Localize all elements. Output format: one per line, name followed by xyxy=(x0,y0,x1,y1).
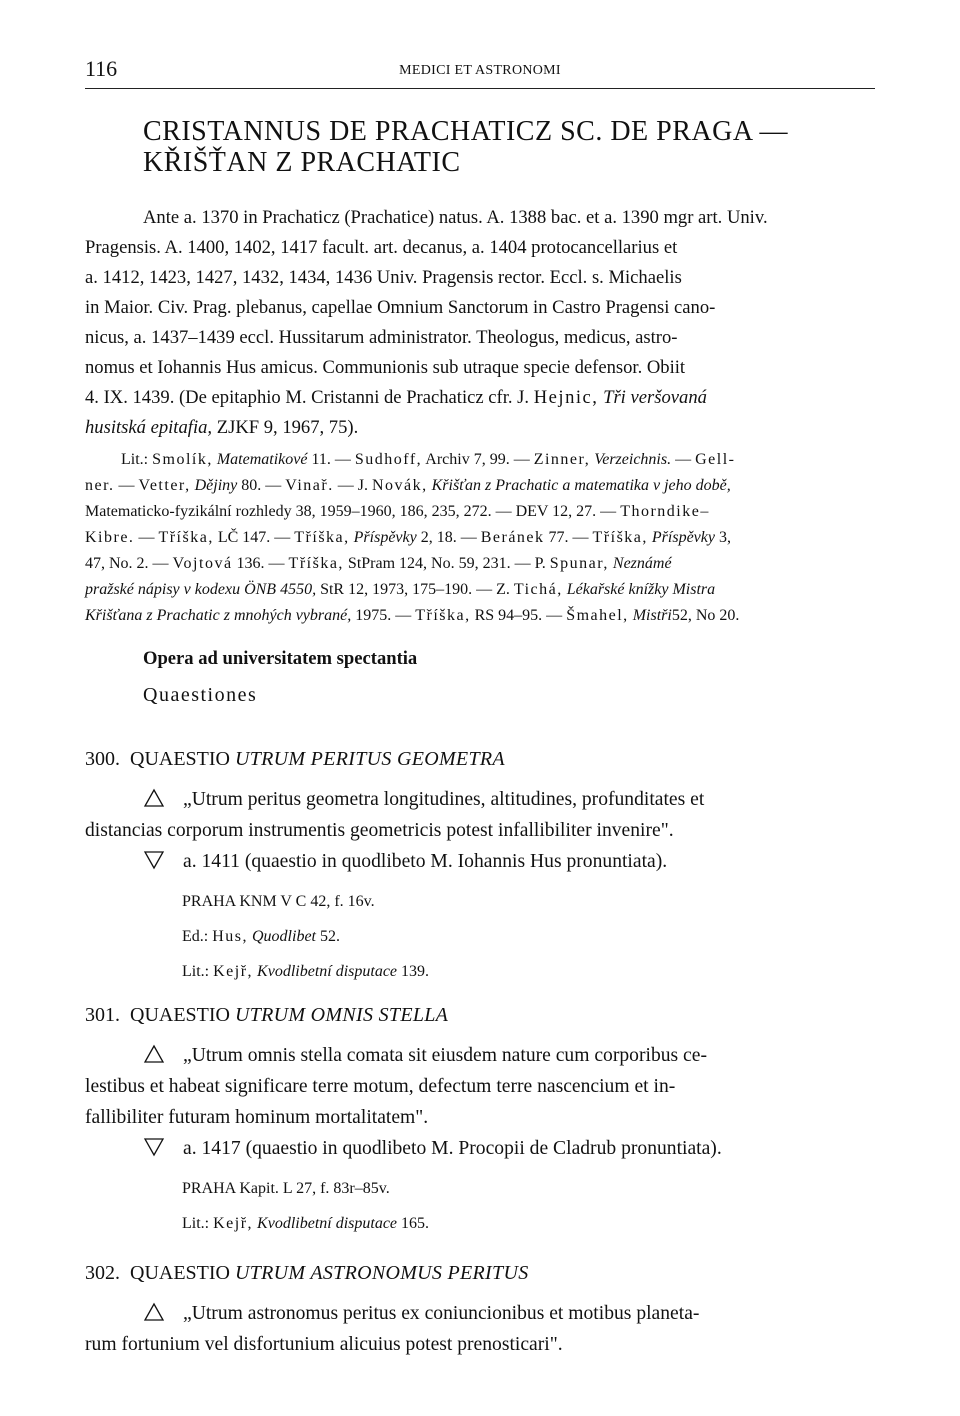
lit-text: 47, No. 2. — xyxy=(85,555,169,572)
incipit-line: distancias corporum instrumentis geometricis potest infallibiliter invenire". xyxy=(85,820,674,841)
lit-text: 139. xyxy=(401,963,430,980)
author-name: Tříška, xyxy=(415,607,471,624)
lit-text: — J. xyxy=(337,477,368,494)
incipit-text: „Utrum omnis stella comata sit eiusdem nature cum corporibus ce- xyxy=(183,1045,707,1066)
author-name: Tříška, xyxy=(592,529,648,546)
incipit-line: fallibiliter futuram hominum mortalitatem". xyxy=(85,1107,429,1128)
work-title: husitská epitafia, xyxy=(85,417,213,438)
author-name: Smolík, xyxy=(152,451,213,468)
biography xyxy=(85,203,880,443)
entry-301 xyxy=(85,1000,880,1248)
author-name: Hus, xyxy=(212,928,248,945)
lit-text: 1975. — xyxy=(355,607,412,624)
entry-notes xyxy=(182,1178,880,1235)
author-name: Thorndike– xyxy=(620,503,710,520)
work-title: Kvodlibetní disputace xyxy=(257,963,398,980)
author-name: Tříška, xyxy=(288,555,344,572)
entry-title xyxy=(85,1000,880,1030)
literature-note xyxy=(182,1213,880,1235)
literature xyxy=(85,447,880,629)
work-title: Quodlibet xyxy=(252,928,316,945)
manuscript: PRAHA Kapit. L 27, f. 83r–85v. xyxy=(182,1180,390,1197)
work-title: Dějiny xyxy=(194,477,238,494)
entry-302 xyxy=(85,1258,880,1360)
author-heading-line-2: KŘIŠŤAN Z PRACHATIC xyxy=(143,147,461,178)
entry-title-italic: UTRUM ASTRONOMUS PERITUS xyxy=(235,1262,529,1284)
entry-title xyxy=(85,1258,880,1288)
section-heading: Opera ad universitatem spectantia xyxy=(143,648,418,669)
work-title: Verzeichnis. xyxy=(594,451,672,468)
lit-line xyxy=(121,447,880,473)
work-title: Příspěvky xyxy=(651,529,715,546)
triangle-up-icon xyxy=(143,1040,183,1071)
entry-notes xyxy=(182,891,880,983)
entry-300 xyxy=(85,744,880,996)
subsection-heading: Quaestiones xyxy=(143,684,258,706)
bio-text: ZJKF 9, 1967, 75). xyxy=(216,417,359,438)
triangle-up-icon xyxy=(143,1298,183,1329)
lit-text: 165. xyxy=(401,1215,430,1232)
bio-line: Pragensis. A. 1400, 1402, 1417 facult. art. decanus, a. 1404 protocancellarius et xyxy=(85,237,678,258)
work-title: Lékařské knížky Mistra xyxy=(566,581,716,598)
author-name: ner. xyxy=(85,477,115,494)
triangle-down-icon xyxy=(143,846,183,877)
lit-text: RS 94–95. — xyxy=(474,607,563,624)
triangle-up-icon xyxy=(143,784,183,815)
author-name: Gell- xyxy=(695,451,736,468)
lit-text: StPram 124, No. 59, 231. — P. xyxy=(347,555,546,572)
entry-title-italic: UTRUM OMNIS STELLA xyxy=(235,1004,449,1026)
bio-line: nicus, a. 1437–1439 eccl. Hussitarum administrator. Theologus, medicus, astro- xyxy=(85,327,678,348)
header-rule xyxy=(85,88,875,89)
lit-text: 136. — xyxy=(236,555,285,572)
lit-text: LČ 147. — xyxy=(217,529,291,546)
entry-number: 301. xyxy=(85,1004,120,1026)
bio-line: Ante a. 1370 in Prachaticz (Prachatice) natus. A. 1388 bac. et a. 1390 mgr art. Univ. xyxy=(143,207,768,228)
author-name: Novák, xyxy=(371,477,428,494)
author-name: Kibre. xyxy=(85,529,135,546)
literature-note xyxy=(182,961,880,983)
entry-number: 302. xyxy=(85,1262,120,1284)
author-name: Sudhoff, xyxy=(354,451,423,468)
lit-text: — xyxy=(138,529,155,546)
lit-line xyxy=(85,577,880,603)
date-line xyxy=(143,846,880,877)
lit-line xyxy=(85,473,880,499)
manuscript: PRAHA KNM V C 42, f. 16v. xyxy=(182,893,375,910)
lit-text: 3, xyxy=(718,529,731,546)
incipit-text: „Utrum peritus geometra longitudines, altitudines, profunditates et xyxy=(183,789,705,810)
incipit-line xyxy=(143,1298,880,1329)
date-text: a. 1417 (quaestio in quodlibeto M. Procopii de Cladrub pronuntiata). xyxy=(183,1138,722,1159)
bio-line xyxy=(85,413,880,443)
triangle-down-icon xyxy=(143,1133,183,1164)
work-title: Kvodlibetní disputace xyxy=(257,1215,398,1232)
lit-label: Lit.: xyxy=(121,451,149,468)
author-name: Tichá, xyxy=(513,581,563,598)
author-name: Zinner, xyxy=(533,451,591,468)
edition-text: 52. xyxy=(320,928,340,945)
work-title: Křišťana z Prachatic z mnohých vybrané, xyxy=(85,607,352,624)
lit-text: Archiv 7, 99. — xyxy=(425,451,530,468)
entry-title-italic: UTRUM PERITUS GEOMETRA xyxy=(235,748,505,770)
work-title: Tři veršovaná xyxy=(603,387,707,408)
bio-line: a. 1412, 1423, 1427, 1432, 1434, 1436 Univ. Pragensis rector. Eccl. s. Michaelis xyxy=(85,267,682,288)
incipit-line: rum fortunium vel disfortunium alicuius potest prenosticari". xyxy=(85,1334,563,1355)
running-title: MEDICI ET ASTRONOMI xyxy=(399,63,561,78)
lit-text: 2, 18. — xyxy=(420,529,477,546)
incipit-line: lestibus et habeat significare terre motum, defectum terre nascencium et in- xyxy=(85,1076,676,1097)
author-heading-line-1: CRISTANNUS DE PRACHATICZ SC. DE PRAGA — xyxy=(143,116,789,147)
incipit-line xyxy=(143,784,880,815)
author-name: Kejř, xyxy=(213,963,254,980)
incipit xyxy=(85,1040,880,1164)
date-line xyxy=(143,1133,880,1164)
author-name: Šmahel, xyxy=(566,607,629,624)
lit-label: Lit.: xyxy=(182,963,210,980)
author-name: Spunar, xyxy=(549,555,609,572)
lit-line xyxy=(85,525,880,551)
entry-title xyxy=(85,744,880,774)
work-title: Mistři xyxy=(632,607,672,624)
entry-title-text: QUAESTIO xyxy=(130,748,230,770)
entry-number: 300. xyxy=(85,748,120,770)
bio-line: nomus et Iohannis Hus amicus. Communionis sub utraque specie defensor. Obiit xyxy=(85,357,686,378)
lit-label: Lit.: xyxy=(182,1215,210,1232)
author-name: Vojtová xyxy=(172,555,233,572)
author-name: Hejnic, xyxy=(533,387,599,408)
lit-text: 80. — xyxy=(241,477,282,494)
author-name: Tříška, xyxy=(158,529,214,546)
bio-line: in Maior. Civ. Prag. plebanus, capellae Omnium Sanctorum in Castro Pragensi cano- xyxy=(85,297,716,318)
edition xyxy=(182,926,880,948)
author-name: Vetter, xyxy=(138,477,191,494)
bio-text: 4. IX. 1439. (De epitaphio M. Cristanni de Prachaticz cfr. J. xyxy=(85,387,530,408)
incipit xyxy=(85,784,880,877)
edition-label: Ed.: xyxy=(182,928,209,945)
running-head xyxy=(85,56,875,88)
entry-title-text: QUAESTIO xyxy=(130,1262,230,1284)
lit-text: 11. — xyxy=(311,451,351,468)
bio-line xyxy=(85,383,880,413)
lit-line xyxy=(85,499,880,525)
work-title: pražské nápisy v kodexu ÖNB 4550, xyxy=(85,581,317,598)
incipit-line xyxy=(143,1040,880,1071)
work-title: Příspěvky xyxy=(353,529,417,546)
author-name: Kejř, xyxy=(213,1215,254,1232)
lit-text: — xyxy=(675,451,692,468)
date-text: a. 1411 (quaestio in quodlibeto M. Iohannis Hus pronuntiata). xyxy=(183,851,668,872)
lit-text: Matematicko-fyzikální rozhledy 38, 1959–1960, 186, 235, 272. — DEV 12, 27. — xyxy=(85,503,617,520)
lit-line xyxy=(85,551,880,577)
work-title: Křišťan z Prachatic a matematika v jeho době, xyxy=(431,477,731,494)
entry-title-text: QUAESTIO xyxy=(130,1004,230,1026)
lit-text: 77. — xyxy=(548,529,589,546)
lit-line xyxy=(85,603,880,629)
author-name: Beránek xyxy=(480,529,545,546)
lit-text: — xyxy=(118,477,135,494)
work-title: Matematikové xyxy=(216,451,308,468)
lit-text: 52, No 20. xyxy=(671,607,740,624)
work-title: Neznámé xyxy=(612,555,672,572)
lit-text: StR 12, 1973, 175–190. — Z. xyxy=(320,581,510,598)
incipit-text: „Utrum astronomus peritus ex coniuncionibus et motibus planeta- xyxy=(183,1303,700,1324)
page-number: 116 xyxy=(85,56,118,81)
author-name: Vinař. xyxy=(285,477,334,494)
incipit xyxy=(85,1298,880,1360)
author-name: Tříška, xyxy=(294,529,350,546)
